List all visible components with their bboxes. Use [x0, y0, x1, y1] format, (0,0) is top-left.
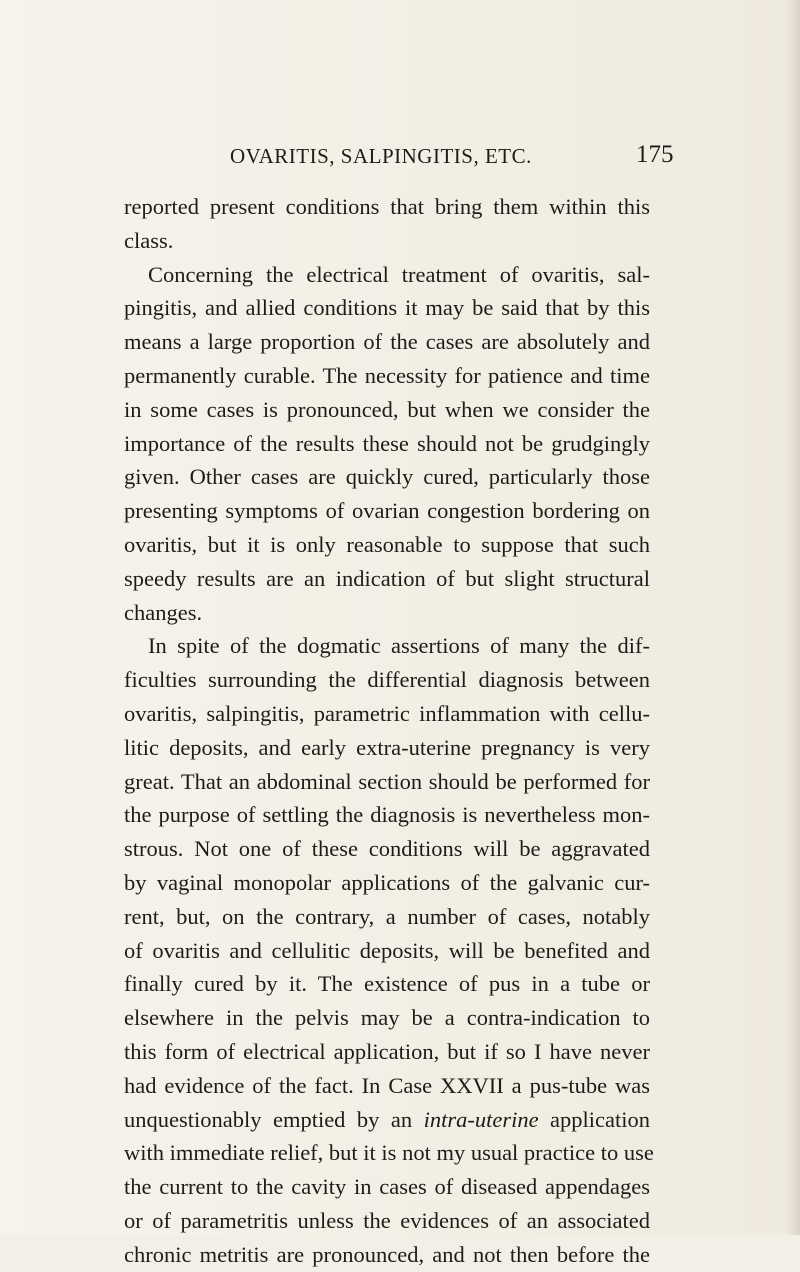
text-line: in some cases is pronounced, but when we consider the: [124, 396, 650, 422]
text-line: chronic metritis are pronounced, and not then before the: [124, 1241, 650, 1267]
page-number: 175: [636, 141, 674, 168]
text-line-with-italic: [124, 1103, 650, 1137]
text-line: by vaginal monopolar applications of the galvanic cur-: [124, 869, 650, 895]
paragraph-start-line: Concerning the electrical treatment of ovaritis, sal-: [148, 261, 650, 287]
text-line: this form of electrical application, but if so I have never: [124, 1038, 650, 1064]
page-edge-shadow: [786, 0, 800, 1235]
text-line: of ovaritis and cellulitic deposits, will be benefited and: [124, 937, 650, 963]
text-line: reported present conditions that bring them within this: [124, 194, 650, 219]
text-segment: unquestionably emptied by an: [124, 1106, 413, 1132]
text-line: pingitis, and allied conditions it may be said that by this: [124, 295, 650, 321]
italic-term: intra-uterine: [423, 1106, 539, 1132]
text-line: or of parametritis unless the evidences of an associated: [124, 1207, 650, 1233]
running-head: OVARITIS, SALPINGITIS, ETC.: [230, 144, 532, 168]
text-line: permanently curable. The necessity for patience and time: [124, 362, 650, 388]
text-line: litic deposits, and early extra-uterine pregnancy is very: [124, 734, 650, 760]
text-line: elsewhere in the pelvis may be a contra-indication to: [124, 1005, 650, 1031]
text-line: had evidence of the fact. In Case XXVII a pus-tube was: [124, 1072, 650, 1098]
text-line: with immediate relief, but it is not my usual practice to use: [124, 1140, 654, 1166]
paragraph-start-line: In spite of the dogmatic assertions of many the dif-: [148, 633, 650, 659]
text-line: given. Other cases are quickly cured, particularly those: [124, 464, 650, 490]
text-line: presenting symptoms of ovarian congestion bordering on: [124, 498, 650, 524]
text-line: speedy results are an indication of but slight structural: [124, 565, 650, 591]
text-line: ovaritis, but it is only reasonable to suppose that such: [124, 531, 650, 557]
text-line: class.: [124, 227, 174, 253]
text-line: ovaritis, salpingitis, parametric inflammation with cellu-: [124, 700, 650, 726]
text-line: ficulties surrounding the differential diagnosis between: [124, 667, 650, 693]
text-line: the current to the cavity in cases of diseased appendages: [124, 1174, 650, 1200]
text-line: great. That an abdominal section should be performed for: [124, 768, 650, 794]
text-line: the purpose of settling the diagnosis is nevertheless mon-: [124, 802, 650, 828]
body-text: [124, 190, 654, 1272]
text-line: strous. Not one of these conditions will be aggravated: [124, 836, 650, 862]
page-header: [0, 141, 800, 178]
text-line: finally cured by it. The existence of pus in a tube or: [124, 971, 650, 997]
text-line: importance of the results these should not be grudgingly: [124, 430, 650, 456]
text-line: changes.: [124, 599, 203, 625]
text-line: rent, but, on the contrary, a number of cases, notably: [124, 903, 650, 929]
text-segment: application: [550, 1106, 650, 1132]
text-line: means a large proportion of the cases are absolutely and: [124, 329, 650, 355]
